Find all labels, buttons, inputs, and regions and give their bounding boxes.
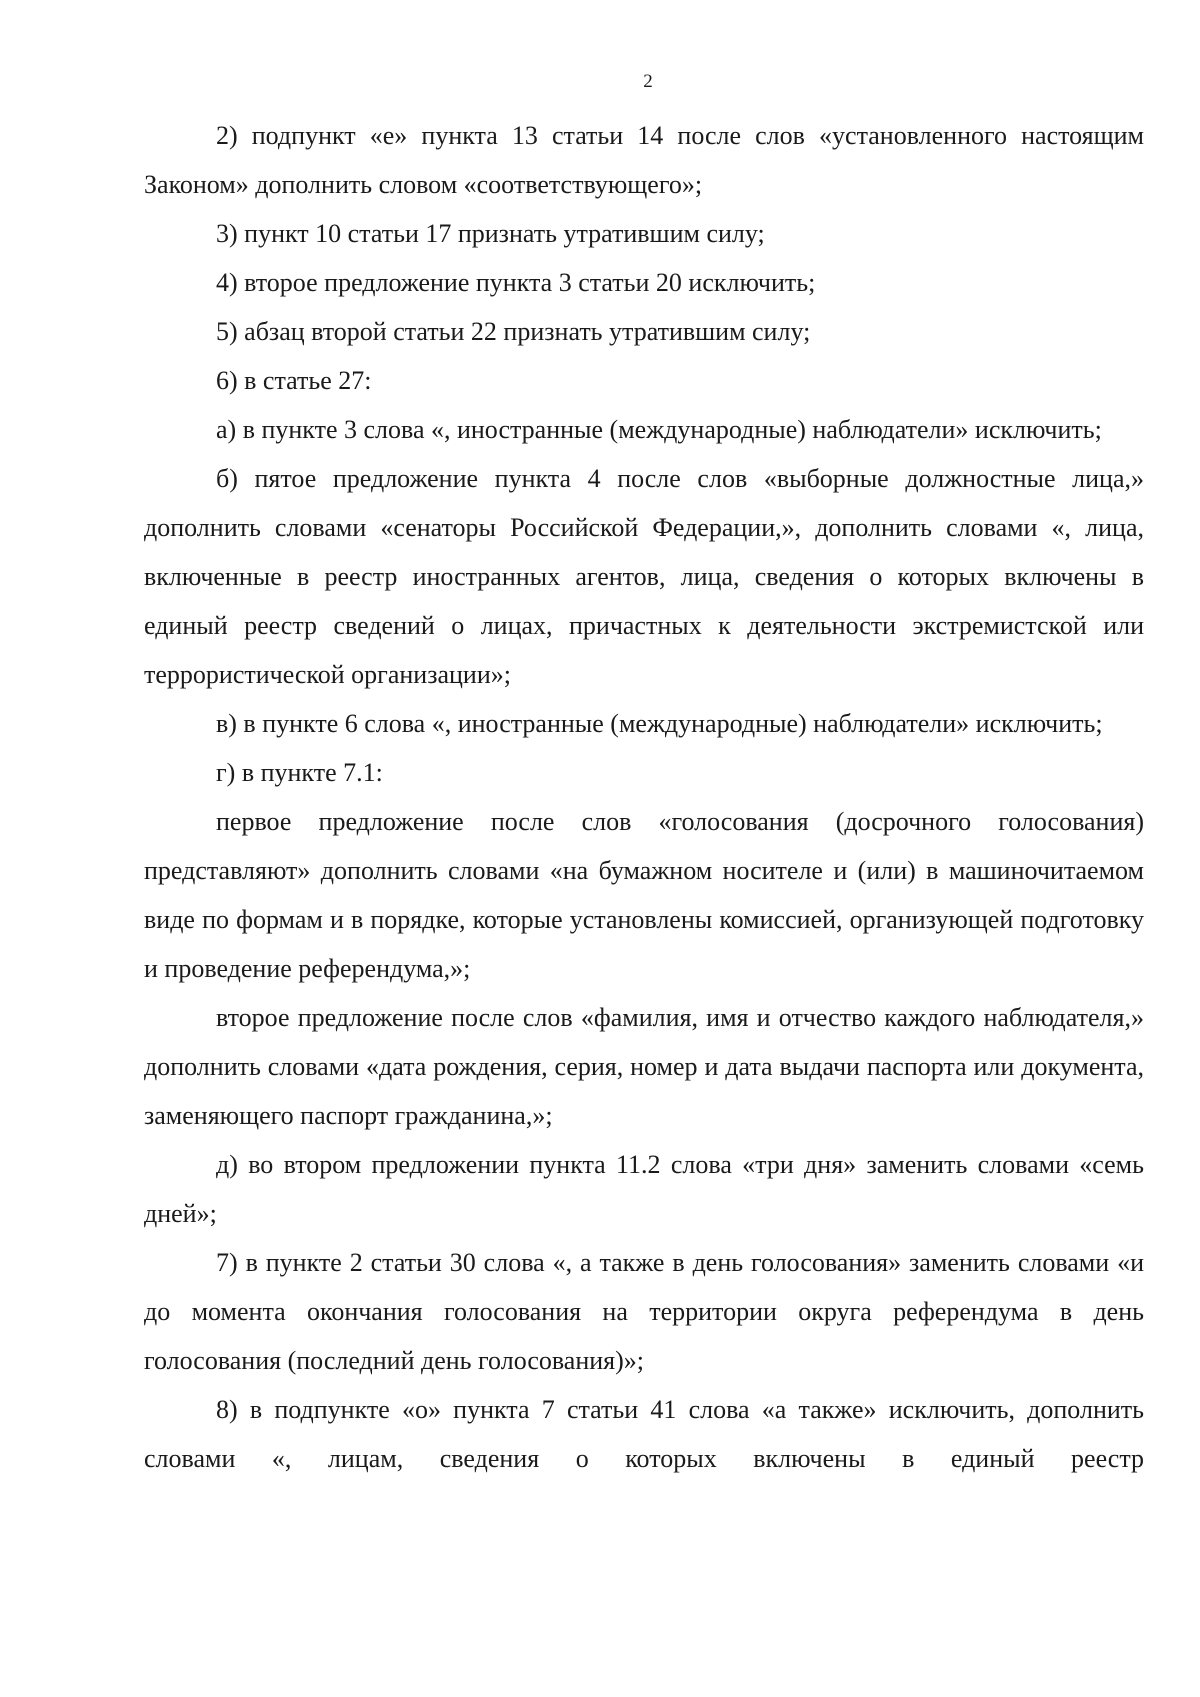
paragraph-second-sentence-edit: второе предложение после слов «фамилия, имя и отчество каждого наблюдателя,» дополнить словами «дата рождения, серия, номер и дата выдачи паспорта или документа, заменяющего паспорт гражданина,»; bbox=[144, 1003, 1144, 1130]
paragraph-item-5: 5) абзац второй статьи 22 признать утратившим силу; bbox=[216, 317, 811, 346]
paragraph-item-6: 6) в статье 27: bbox=[216, 366, 372, 395]
paragraph-item-2: 2) подпункт «е» пункта 13 статьи 14 после слов «установленного настоящим Законом» дополнить словом «соответствующего»; bbox=[144, 121, 1144, 199]
paragraph-subitem-g: г) в пункте 7.1: bbox=[216, 758, 383, 787]
paragraph-item-8: 8) в подпункте «о» пункта 7 статьи 41 слова «а также» исключить, дополнить словами «, лицам, сведения о которых включены в единый реестр bbox=[144, 1395, 1144, 1473]
paragraph-item-4: 4) второе предложение пункта 3 статьи 20 исключить; bbox=[216, 268, 816, 297]
document-body bbox=[144, 111, 1144, 1483]
paragraph-subitem-b: б) пятое предложение пункта 4 после слов «выборные должностные лица,» дополнить словами «сенаторы Российской Федерации,», дополнить словами «, лица, включенные в реестр иностранных агентов, лица, сведения о которых включены в единый реестр сведений о лицах, причастных к деятельности экстремистской или террористической организации»; bbox=[144, 464, 1144, 689]
paragraph-item-7: 7) в пункте 2 статьи 30 слова «, а также в день голосования» заменить словами «и до момента окончания голосования на территории округа референдума в день голосования (последний день голосования)»; bbox=[144, 1248, 1144, 1375]
paragraph-subitem-d: д) во втором предложении пункта 11.2 слова «три дня» заменить словами «семь дней»; bbox=[144, 1150, 1144, 1228]
paragraph-first-sentence-edit: первое предложение после слов «голосования (досрочного голосования) представляют» дополнить словами «на бумажном носителе и (или) в машиночитаемом виде по формам и в порядке, которые установлены комиссией, организующей подготовку и проведение референдума,»; bbox=[144, 807, 1144, 983]
page-number: 2 bbox=[643, 71, 653, 92]
paragraph-subitem-a: а) в пункте 3 слова «, иностранные (международные) наблюдатели» исключить; bbox=[216, 415, 1102, 444]
paragraph-subitem-v: в) в пункте 6 слова «, иностранные (международные) наблюдатели» исключить; bbox=[216, 709, 1103, 738]
paragraph-item-3: 3) пункт 10 статьи 17 признать утратившим силу; bbox=[216, 219, 765, 248]
